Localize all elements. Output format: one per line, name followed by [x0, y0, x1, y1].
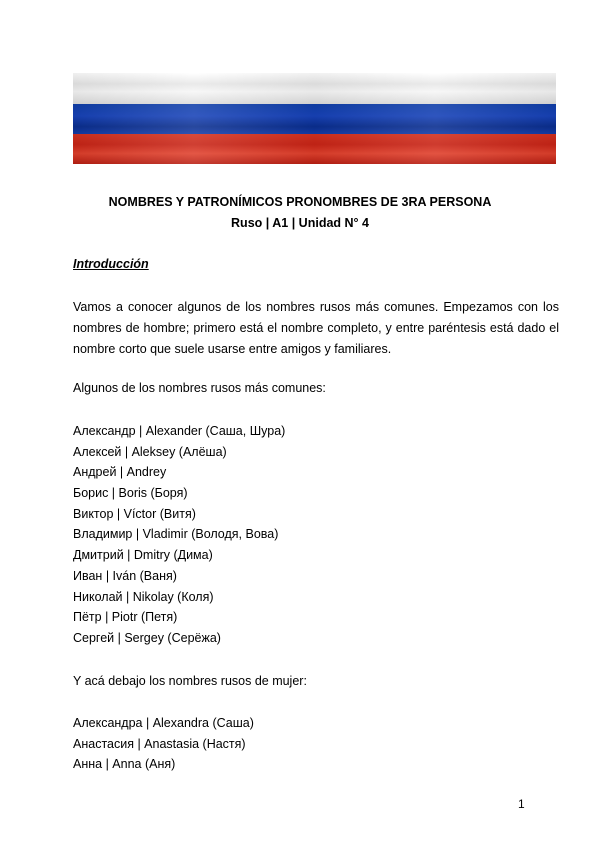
list-item: Борис | Boris (Боря)	[73, 486, 188, 501]
document-subtitle: Ruso | A1 | Unidad N° 4	[231, 216, 369, 230]
women-names-list	[73, 713, 254, 775]
list-item: Сергей | Sergey (Серёжа)	[73, 630, 221, 645]
list-item: Александра | Alexandra (Саша)	[73, 716, 254, 730]
women-names-label: Y acá debajo los nombres rusos de mujer:	[73, 674, 307, 688]
list-item: Иван | Iván (Ваня)	[73, 568, 177, 583]
page-number: 1	[518, 797, 525, 811]
men-names-list	[73, 421, 285, 649]
section-heading: Introducción	[73, 257, 149, 271]
list-item: Анастасия | Anastasia (Настя)	[73, 736, 246, 751]
flag-shading	[73, 73, 556, 164]
russian-flag-image	[73, 73, 556, 164]
list-item: Виктор | Víctor (Витя)	[73, 506, 196, 521]
list-item: Алексей | Aleksey (Алёша)	[73, 444, 227, 459]
list-item: Владимир | Vladimir (Володя, Вова)	[73, 527, 279, 542]
list-item: Дмитрий | Dmitry (Дима)	[73, 548, 213, 563]
list-item: Александр | Alexander (Саша, Шура)	[73, 424, 286, 438]
document-title: NOMBRES Y PATRONÍMICOS PRONOMBRES DE 3RA PERSONA	[108, 195, 492, 209]
men-names-label: Algunos de los nombres rusos más comunes:	[73, 381, 326, 395]
list-item: Андрей | Andrey	[73, 465, 167, 480]
list-item: Николай | Nikolay (Коля)	[73, 589, 214, 604]
list-item: Анна | Anna (Аня)	[73, 757, 176, 772]
intro-paragraph: Vamos a conocer algunos de los nombres rusos más comunes. Empezamos con los nombres de hombre; primero está el nombre completo, y entre paréntesis está dado el nombre corto que suele usarse entre amigos y familiares.	[73, 300, 559, 356]
list-item: Пётр | Piotr (Петя)	[73, 610, 178, 625]
